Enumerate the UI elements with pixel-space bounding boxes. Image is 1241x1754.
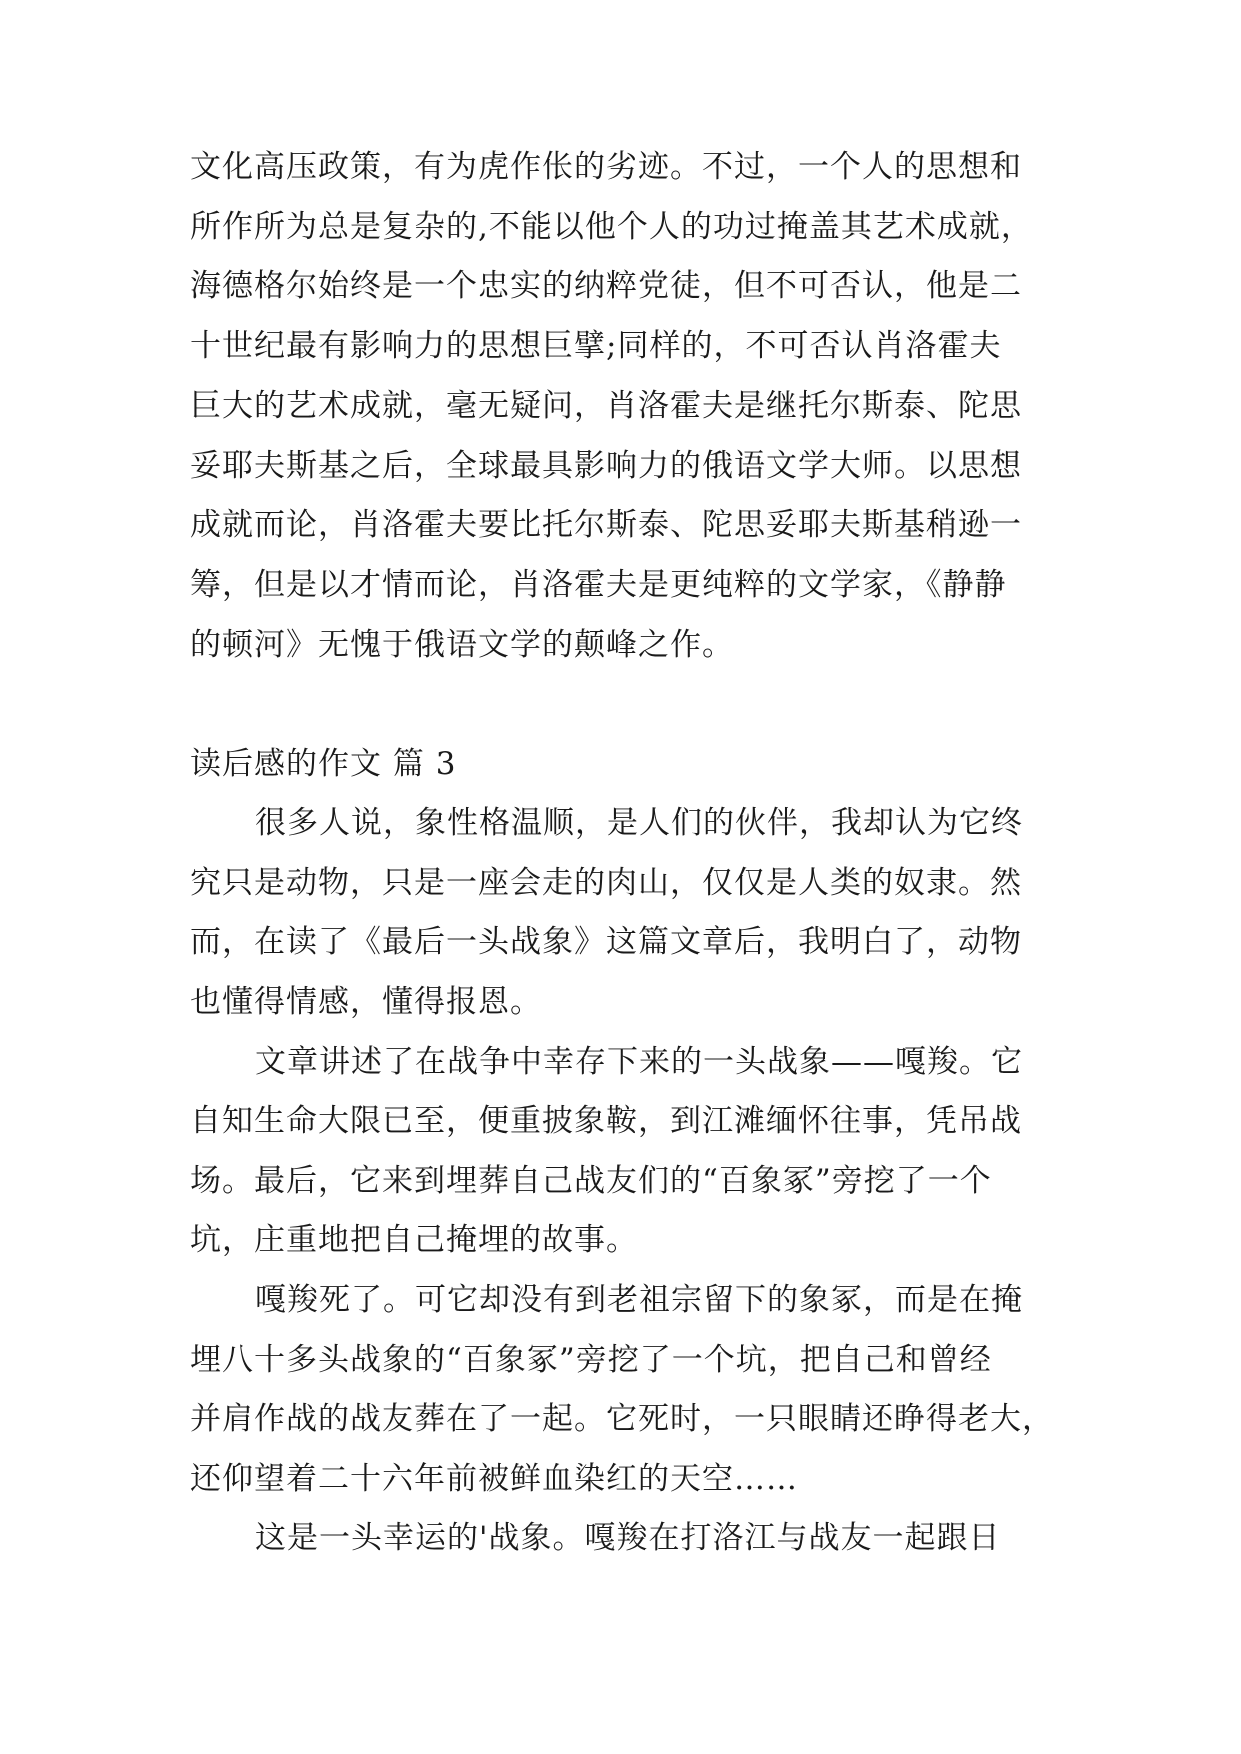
body-text-line: 文化高压政策，有为虎作伥的劣迹。不过，一个人的思想和 [190,149,1022,185]
section-heading: 读后感的作文 篇 3 [190,746,457,782]
body-text-line: 的顿河》无愧于俄语文学的颠峰之作。 [190,627,734,663]
paragraph-first-line: 文章讲述了在战争中幸存下来的一头战象——嘎羧。它 [255,1044,1023,1080]
body-text-line: 场。最后，它来到埋葬自己战友们的“百象冢”旁挖了一个 [190,1163,992,1199]
body-text-line: 而，在读了《最后一头战象》这篇文章后，我明白了，动物 [190,924,1022,960]
paragraph-first-line: 嘎羧死了。可它却没有到老祖宗留下的象冢，而是在掩 [255,1282,1023,1318]
body-text-line: 埋八十多头战象的“百象冢”旁挖了一个坑，把自己和曾经 [190,1342,992,1378]
paragraph-first-line: 这是一头幸运的'战象。嘎羧在打洛江与战友一起跟日 [255,1520,1001,1556]
paragraph-first-line: 很多人说，象性格温顺，是人们的伙伴，我却认为它终 [255,805,1023,841]
body-text-line: 自知生命大限已至，便重披象鞍，到江滩缅怀往事，凭吊战 [190,1103,1022,1139]
body-text-line: 筹，但是以才情而论，肖洛霍夫是更纯粹的文学家，《静静 [190,567,1007,603]
body-text-line: 海德格尔始终是一个忠实的纳粹党徒，但不可否认，他是二 [190,268,1022,304]
body-text-line: 坑，庄重地把自己掩埋的故事。 [190,1222,638,1258]
body-text-line: 究只是动物，只是一座会走的肉山，仅仅是人类的奴隶。然 [190,865,1022,901]
body-text-line: 还仰望着二十六年前被鲜血染红的天空…… [190,1461,798,1497]
body-text-line: 巨大的艺术成就，毫无疑问，肖洛霍夫是继托尔斯泰、陀思 [190,388,1022,424]
body-text-line: 十世纪最有影响力的思想巨擘;同样的，不可否认肖洛霍夫 [190,328,1002,364]
body-text-line: 成就而论，肖洛霍夫要比托尔斯泰、陀思妥耶夫斯基稍逊一 [190,507,1022,543]
body-text-line: 妥耶夫斯基之后，全球最具影响力的俄语文学大师。以思想 [190,448,1022,484]
body-text-line: 也懂得情感，懂得报恩。 [190,984,542,1020]
body-text-line: 所作所为总是复杂的,不能以他个人的功过掩盖其艺术成就， [190,209,1033,245]
body-text-line: 并肩作战的战友葬在了一起。它死时，一只眼睛还睁得老大， [190,1401,1054,1437]
